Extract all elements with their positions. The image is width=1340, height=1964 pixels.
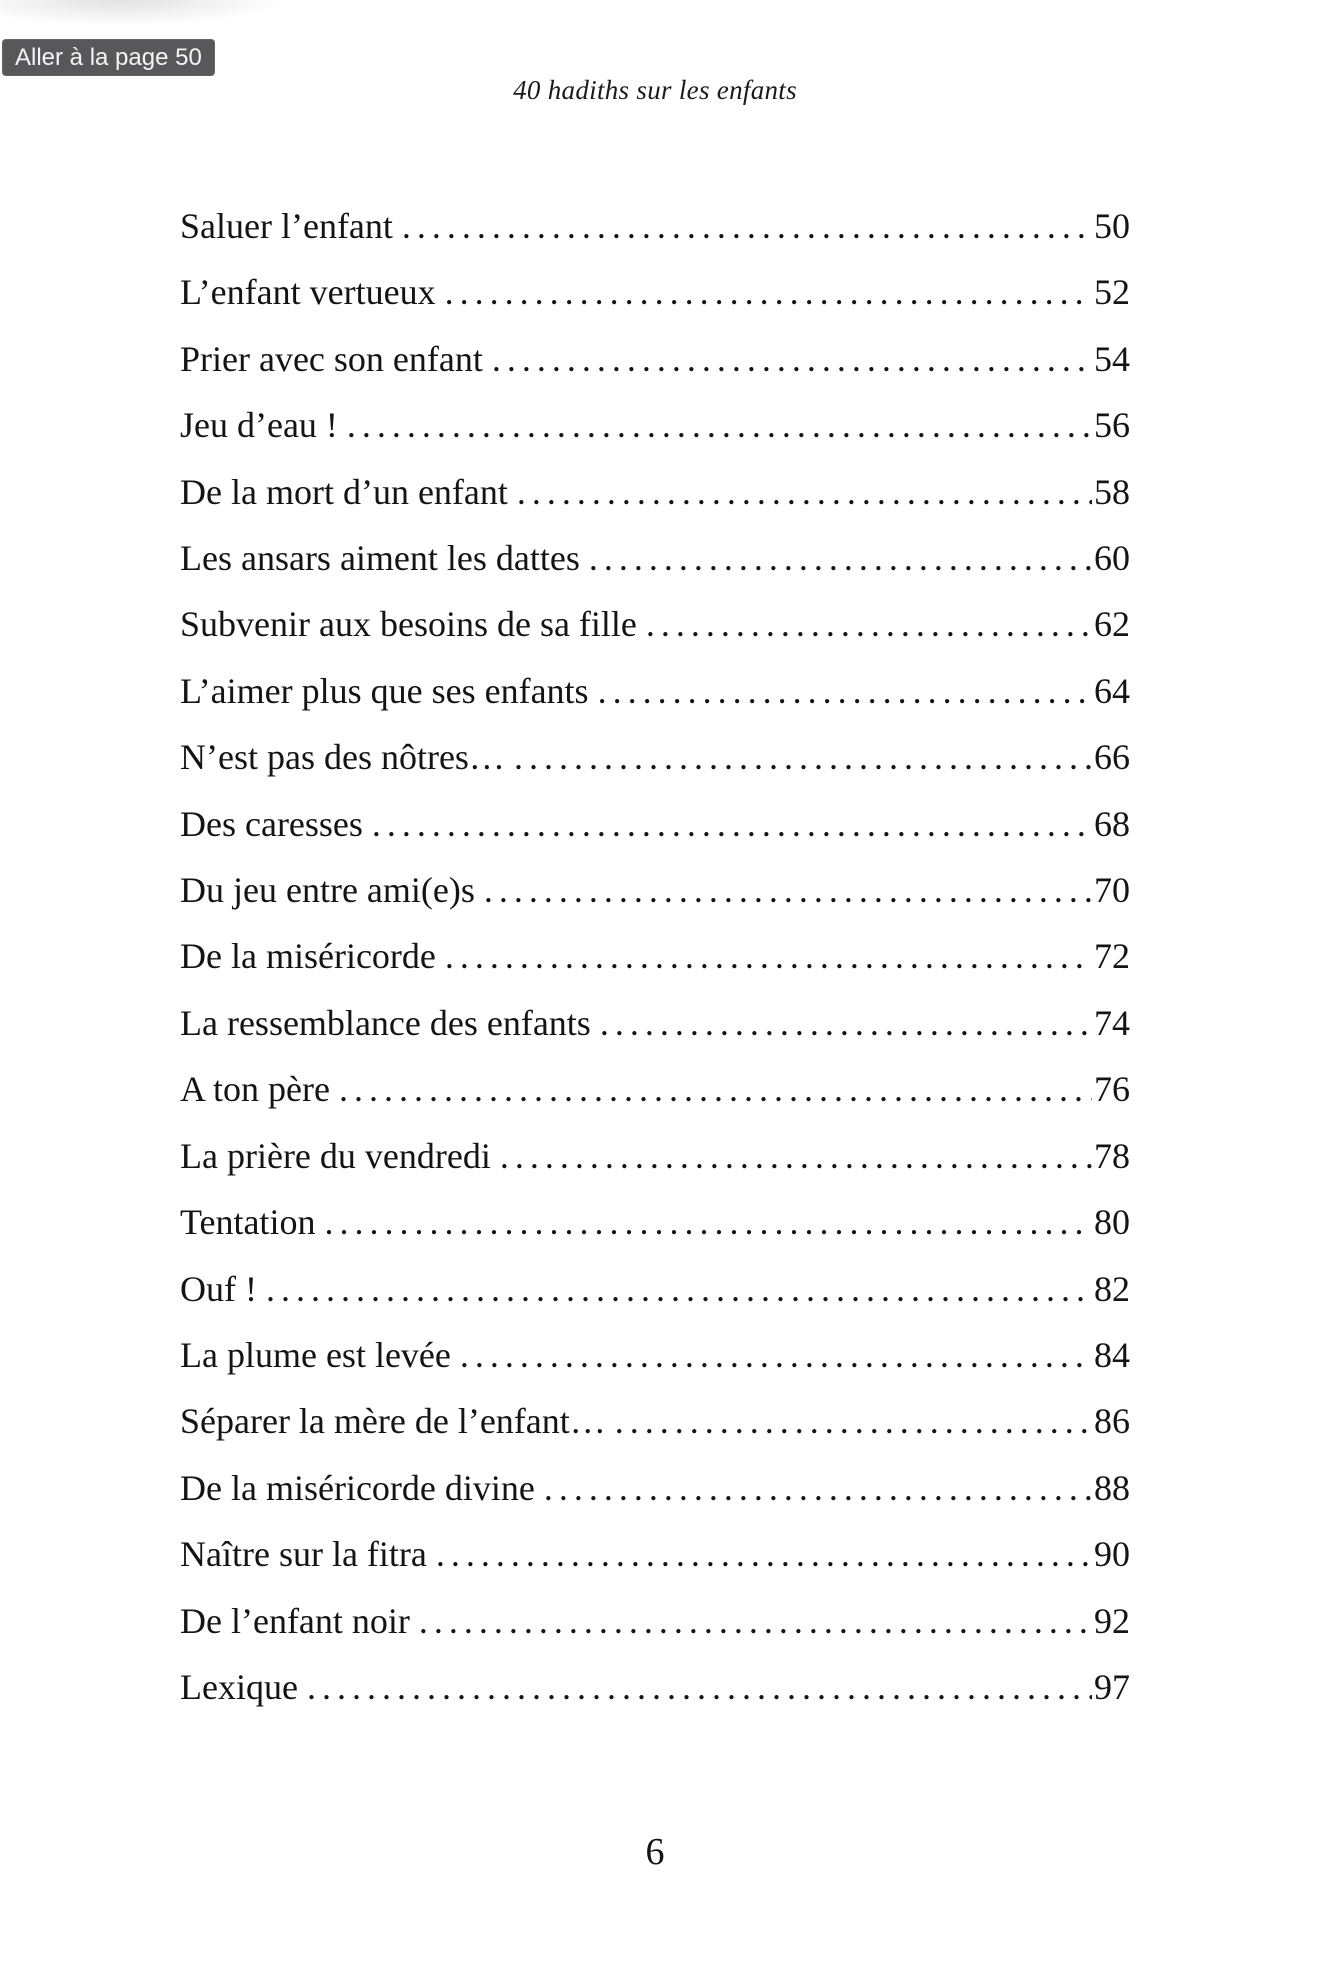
toc-entry-title[interactable]: Naître sur la fitra bbox=[180, 1534, 427, 1575]
toc-entry-page[interactable]: 68 bbox=[1094, 803, 1130, 844]
toc-entry-page[interactable]: 60 bbox=[1094, 538, 1130, 579]
toc-entry-page[interactable]: 82 bbox=[1094, 1268, 1130, 1309]
toc-leader-dots bbox=[615, 1388, 1092, 1454]
toc-leader-dots bbox=[402, 193, 1092, 259]
toc-entry[interactable] bbox=[180, 1455, 1130, 1521]
toc-entry-page[interactable]: 66 bbox=[1094, 737, 1130, 778]
toc-entry-page[interactable]: 58 bbox=[1094, 471, 1130, 512]
toc-entry-page[interactable]: 56 bbox=[1094, 405, 1130, 446]
toc-leader-dots bbox=[544, 1455, 1092, 1521]
toc-leader-dots bbox=[445, 923, 1092, 989]
toc-entry-title[interactable]: La plume est levée bbox=[180, 1334, 451, 1375]
toc-leader-dots bbox=[324, 1189, 1092, 1255]
toc-entry[interactable] bbox=[180, 1588, 1130, 1654]
toc-entry-page[interactable]: 62 bbox=[1094, 604, 1130, 645]
toc-entry-page[interactable]: 54 bbox=[1094, 338, 1130, 379]
toc-entry-title[interactable]: Du jeu entre ami(e)s bbox=[180, 870, 475, 911]
running-header-title: 40 hadiths sur les enfants bbox=[513, 75, 797, 105]
toc-entry-page[interactable]: 70 bbox=[1094, 870, 1130, 911]
toc-entry-title[interactable]: Saluer l’enfant bbox=[180, 206, 393, 246]
goto-page-tooltip: Aller à la page 50 bbox=[2, 39, 215, 76]
toc-entry[interactable] bbox=[180, 525, 1130, 591]
toc-leader-dots bbox=[598, 658, 1092, 724]
toc-entry-title[interactable]: Ouf ! bbox=[180, 1268, 257, 1309]
toc-leader-dots bbox=[436, 1521, 1092, 1587]
toc-entry-page[interactable]: 52 bbox=[1094, 272, 1130, 313]
toc-leader-dots bbox=[646, 591, 1092, 657]
toc-entry[interactable] bbox=[180, 392, 1130, 458]
toc-entry-title[interactable]: De la miséricorde divine bbox=[180, 1467, 535, 1508]
toc-entry-page[interactable]: 64 bbox=[1094, 670, 1130, 711]
toc-entry-title[interactable]: De la miséricorde bbox=[180, 936, 436, 977]
toc-leader-dots bbox=[266, 1256, 1092, 1322]
toc-entry-title[interactable]: L’aimer plus que ses enfants bbox=[180, 670, 589, 711]
toc-entry[interactable] bbox=[180, 923, 1130, 989]
toc-entry[interactable] bbox=[180, 1056, 1130, 1122]
toc-leader-dots bbox=[307, 1654, 1092, 1720]
toc-entry-title[interactable]: De l’enfant noir bbox=[180, 1600, 410, 1641]
toc-entry[interactable] bbox=[180, 1189, 1130, 1255]
toc-leader-dots bbox=[492, 326, 1092, 392]
toc-entry[interactable] bbox=[180, 326, 1130, 392]
toc-entry-page[interactable]: 97 bbox=[1094, 1666, 1130, 1707]
toc-entry-page[interactable]: 92 bbox=[1094, 1600, 1130, 1641]
toc-entry-title[interactable]: Subvenir aux besoins de sa fille bbox=[180, 604, 637, 645]
toc-entry[interactable] bbox=[180, 857, 1130, 923]
toc-entry[interactable] bbox=[180, 990, 1130, 1056]
toc-entry-page[interactable]: 88 bbox=[1094, 1467, 1130, 1508]
top-left-shadow bbox=[0, 0, 380, 44]
table-of-contents bbox=[180, 193, 1130, 1720]
toc-entry[interactable] bbox=[180, 1654, 1130, 1720]
toc-entry[interactable] bbox=[180, 1322, 1130, 1388]
page-number: 6 bbox=[645, 1831, 665, 1873]
toc-entry-title[interactable]: Prier avec son enfant bbox=[180, 338, 483, 379]
toc-entry-page[interactable]: 86 bbox=[1094, 1401, 1130, 1442]
toc-entry-title[interactable]: Lexique bbox=[180, 1666, 298, 1707]
toc-leader-dots bbox=[517, 459, 1092, 525]
toc-entry-page[interactable]: 80 bbox=[1094, 1202, 1130, 1243]
toc-entry-title[interactable]: A ton père bbox=[180, 1069, 330, 1110]
toc-leader-dots bbox=[460, 1322, 1092, 1388]
toc-entry-title[interactable]: Jeu d’eau ! bbox=[180, 405, 338, 446]
toc-leader-dots bbox=[514, 724, 1092, 790]
toc-entry-title[interactable]: Tentation bbox=[180, 1202, 316, 1243]
toc-entry-title[interactable]: La prière du vendredi bbox=[180, 1135, 491, 1176]
toc-entry-page[interactable]: 90 bbox=[1094, 1534, 1130, 1575]
toc-entry[interactable] bbox=[180, 1521, 1130, 1587]
toc-entry[interactable] bbox=[180, 193, 1130, 259]
toc-entry-page[interactable]: 84 bbox=[1094, 1334, 1130, 1375]
toc-entry[interactable] bbox=[180, 791, 1130, 857]
toc-entry-page[interactable]: 50 bbox=[1094, 206, 1130, 246]
toc-entry-title[interactable]: De la mort d’un enfant bbox=[180, 471, 508, 512]
toc-entry[interactable] bbox=[180, 459, 1130, 525]
toc-leader-dots bbox=[600, 990, 1092, 1056]
toc-entry-page[interactable]: 74 bbox=[1094, 1002, 1130, 1043]
toc-entry-title[interactable]: Séparer la mère de l’enfant… bbox=[180, 1401, 606, 1442]
toc-leader-dots bbox=[372, 791, 1092, 857]
toc-leader-dots bbox=[339, 1056, 1092, 1122]
toc-entry-page[interactable]: 78 bbox=[1094, 1135, 1130, 1176]
toc-entry[interactable] bbox=[180, 1388, 1130, 1454]
toc-leader-dots bbox=[589, 525, 1092, 591]
toc-entry[interactable] bbox=[180, 1256, 1130, 1322]
toc-entry[interactable] bbox=[180, 259, 1130, 325]
toc-entry-title[interactable]: La ressemblance des enfants bbox=[180, 1002, 591, 1043]
toc-entry-title[interactable]: Les ansars aiment les dattes bbox=[180, 538, 580, 579]
toc-entry[interactable] bbox=[180, 1123, 1130, 1189]
toc-entry-title[interactable]: N’est pas des nôtres… bbox=[180, 737, 505, 778]
toc-leader-dots bbox=[419, 1588, 1092, 1654]
toc-leader-dots bbox=[347, 392, 1092, 458]
toc-leader-dots bbox=[445, 259, 1092, 325]
toc-leader-dots bbox=[500, 1123, 1092, 1189]
toc-entry[interactable] bbox=[180, 591, 1130, 657]
toc-entry-title[interactable]: Des caresses bbox=[180, 803, 363, 844]
toc-entry[interactable] bbox=[180, 658, 1130, 724]
toc-entry-page[interactable]: 76 bbox=[1094, 1069, 1130, 1110]
toc-entry-title[interactable]: L’enfant vertueux bbox=[180, 272, 436, 313]
toc-leader-dots bbox=[484, 857, 1092, 923]
toc-entry-page[interactable]: 72 bbox=[1094, 936, 1130, 977]
toc-entry[interactable] bbox=[180, 724, 1130, 790]
